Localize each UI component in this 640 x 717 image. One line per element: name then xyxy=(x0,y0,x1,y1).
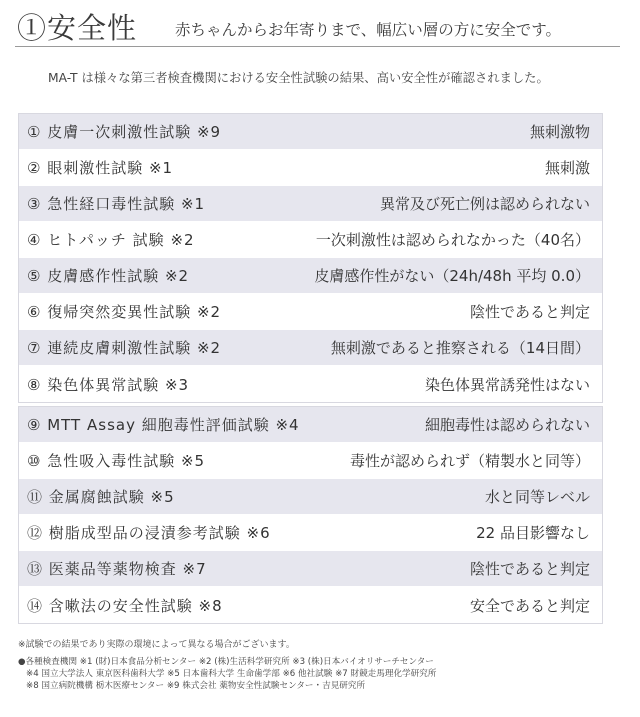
test-name: ⑧ 染色体異常試験 ※3 xyxy=(27,375,190,394)
test-result: 22 品目影響なし xyxy=(476,524,590,542)
safety-test-table xyxy=(18,113,603,627)
agencies-line: ●各種検査機関 ※1 (財)日本食品分析センター ※2 (株)生活科学研究所 ※3 (株)日本バイオリサーチセンター xyxy=(18,657,434,667)
table-row xyxy=(19,407,602,443)
test-name: ⑩ 急性吸入毒性試験 ※5 xyxy=(27,452,206,470)
table-row xyxy=(19,587,602,623)
table-row xyxy=(19,330,602,366)
test-name: ⑬ 医薬品等薬物検査 ※7 xyxy=(27,560,207,578)
test-result: 異常及び死亡例は認められない xyxy=(379,195,590,213)
test-result: 染色体異常誘発性はない xyxy=(424,375,590,394)
agencies-line: ※4 国立大学法人 東京医科歯科大学 ※5 日本歯科大学 生命歯学部 ※6 他社試験 ※7 財競走馬理化学研究所 xyxy=(26,669,437,679)
test-result: 陰性であると判定 xyxy=(469,560,590,578)
intro-text: MA-T は様々な第三者検査機関における安全性試験の結果、高い安全性が確認されました。 xyxy=(48,71,549,85)
section-subtitle: 赤ちゃんからお年寄りまで、幅広い層の方に安全です。 xyxy=(175,21,561,39)
table-row xyxy=(19,551,602,587)
test-name: ④ ヒトパッチ 試験 ※2 xyxy=(27,231,195,249)
table-row xyxy=(19,258,602,294)
test-result: 一次刺激性は認められなかった（40名） xyxy=(315,231,590,249)
test-group-2 xyxy=(18,406,603,624)
test-name: ⑤ 皮膚感作性試験 ※2 xyxy=(27,267,190,285)
test-result: 無刺激物 xyxy=(529,123,590,141)
test-result: 陰性であると判定 xyxy=(469,303,590,321)
test-name: ⑭ 含嗽法の安全性試験 ※8 xyxy=(27,596,223,615)
test-name: ⑪ 金属腐蝕試験 ※5 xyxy=(27,488,175,506)
agencies-line: ※8 国立病院機構 栃木医療センター ※9 株式会社 薬物安全性試験センター・吉見研究所 xyxy=(26,681,366,691)
table-row xyxy=(19,443,602,479)
test-name: ③ 急性経口毒性試験 ※1 xyxy=(27,195,206,213)
test-result: 無刺激 xyxy=(544,159,590,177)
test-name: ① 皮膚一次刺激性試験 ※9 xyxy=(27,123,222,141)
test-name: ⑥ 復帰突然変異性試験 ※2 xyxy=(27,303,222,321)
table-row xyxy=(19,186,602,222)
table-row xyxy=(19,294,602,330)
table-row xyxy=(19,222,602,258)
page-header xyxy=(15,6,620,47)
test-result: 水と同等レベル xyxy=(484,488,590,506)
test-name: ⑦ 連続皮膚刺激性試験 ※2 xyxy=(27,339,222,357)
table-row xyxy=(19,515,602,551)
test-name: ② 眼刺激性試験 ※1 xyxy=(27,159,174,177)
section-title: ①安全性 xyxy=(17,11,138,45)
table-row xyxy=(19,479,602,515)
test-name: ⑨ MTT Assay 細胞毒性評価試験 ※4 xyxy=(27,416,300,434)
footnote: ※試験での結果であり実際の環境によって異なる場合がございます。 xyxy=(18,640,295,650)
test-result: 毒性が認められず（精製水と同等） xyxy=(349,452,590,470)
test-result: 細胞毒性は認められない xyxy=(424,416,590,434)
table-row xyxy=(19,114,602,150)
test-result: 無刺激であると推察される（14日間） xyxy=(330,339,590,357)
test-name: ⑫ 樹脂成型品の浸漬参考試験 ※6 xyxy=(27,524,271,542)
test-result: 皮膚感作性がない（24h/48h 平均 0.0） xyxy=(314,267,590,285)
test-group-1 xyxy=(18,113,603,403)
table-row xyxy=(19,150,602,186)
table-row xyxy=(19,366,602,402)
test-result: 安全であると判定 xyxy=(469,596,590,615)
testing-agencies xyxy=(18,656,618,692)
